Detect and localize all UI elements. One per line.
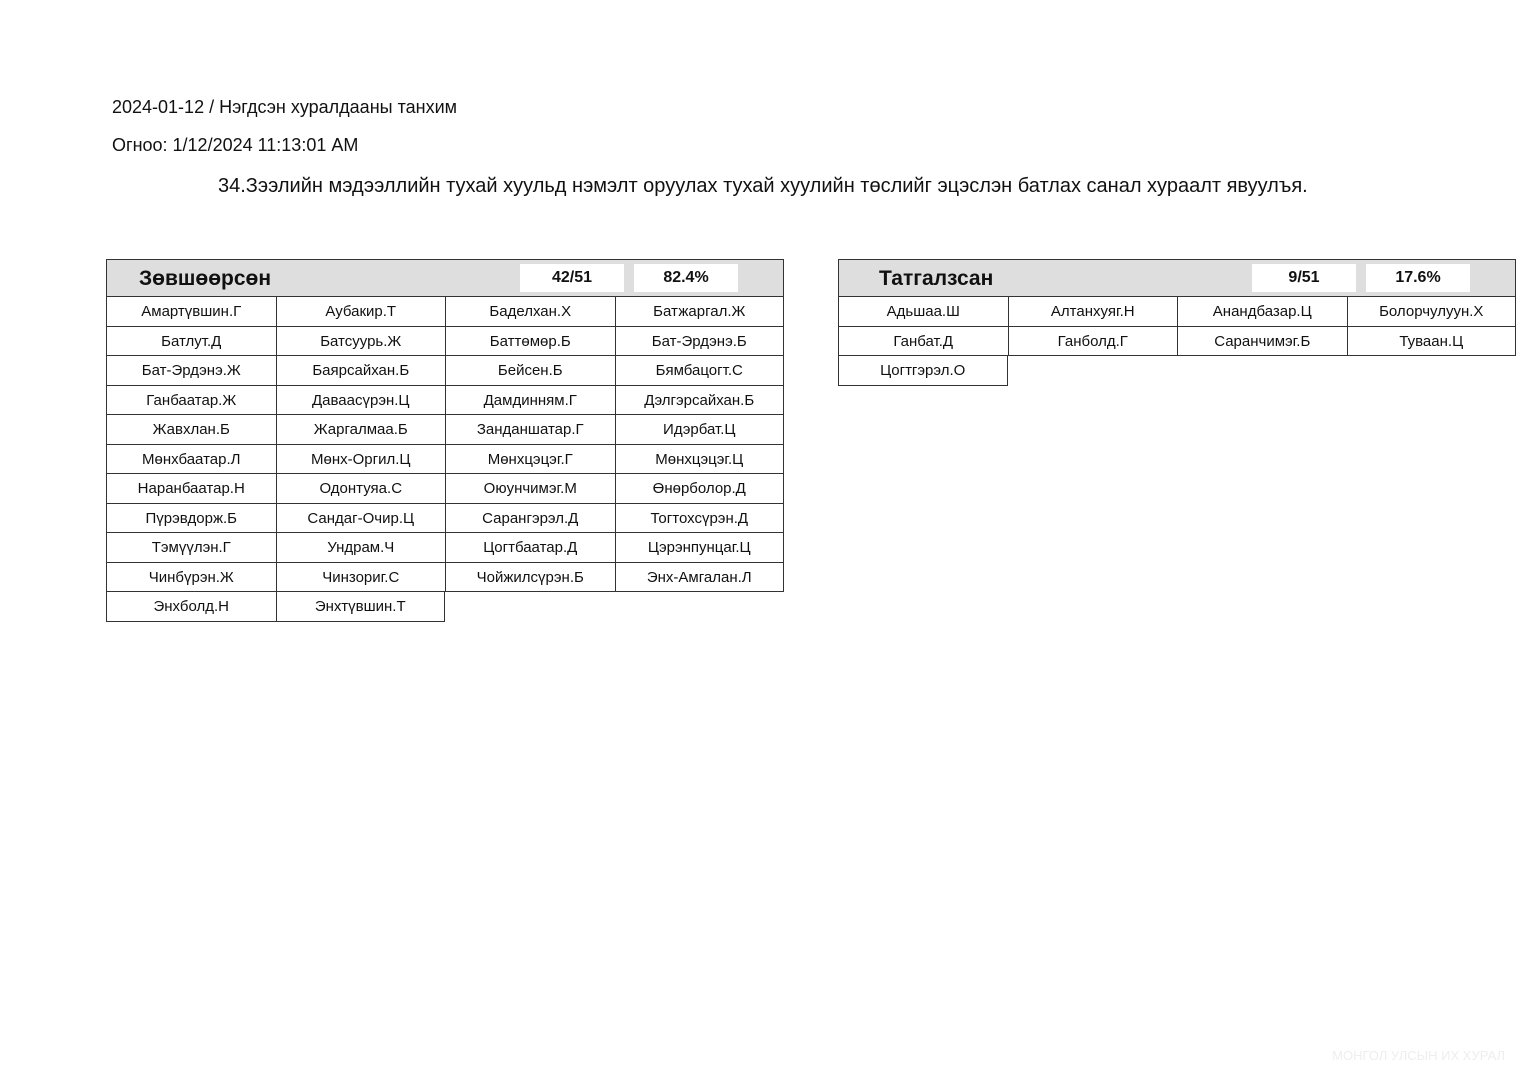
member-name-cell: Дамдинням.Г [445,386,615,416]
member-name-cell: Баделхан.Х [445,297,615,327]
member-name-cell: Энхболд.Н [106,592,276,622]
session-title: 2024-01-12 / Нэгдсэн хуралдааны танхим [112,97,457,117]
member-name-cell: Өнөрболор.Д [615,474,785,504]
member-name-cell: Мөнх-Оргил.Ц [276,445,446,475]
member-name-cell: Бат-Эрдэнэ.Б [615,327,785,357]
parliament-watermark: МОНГОЛ УЛСЫН ИХ ХУРАЛ [1332,1048,1505,1063]
member-name-cell: Туваан.Ц [1347,327,1517,357]
member-name-cell: Батсуурь.Ж [276,327,446,357]
member-name-cell: Баярсайхан.Б [276,356,446,386]
rejected-panel [838,259,1516,386]
member-name-cell: Цэрэнпунцаг.Ц [615,533,785,563]
member-name-cell: Бат-Эрдэнэ.Ж [106,356,276,386]
member-name-cell: Батлут.Д [106,327,276,357]
member-name-cell: Болорчулуун.Х [1347,297,1517,327]
member-name-cell: Жаргалмаа.Б [276,415,446,445]
approved-percent: 82.4% [634,264,738,292]
approved-name-grid [106,297,784,622]
rejected-title: Татгалзсан [879,267,994,290]
member-name-cell: Мөнхбаатар.Л [106,445,276,475]
member-name-cell: Дэлгэрсайхан.Б [615,386,785,416]
member-name-cell: Баттөмөр.Б [445,327,615,357]
member-name-cell: Жавхлан.Б [106,415,276,445]
member-name-cell: Адьшаа.Ш [838,297,1008,327]
member-name-cell: Мөнхцэцэг.Ц [615,445,785,475]
member-name-cell: Сандаг-Очир.Ц [276,504,446,534]
rejected-count: 9/51 [1252,264,1356,292]
member-name-cell: Энх-Амгалан.Л [615,563,785,593]
approved-title: Зөвшөөрсөн [139,267,272,290]
approved-panel [106,259,784,622]
member-name-cell: Амартүвшин.Г [106,297,276,327]
member-name-cell: Бейсен.Б [445,356,615,386]
member-name-cell: Пүрэвдорж.Б [106,504,276,534]
member-name-cell: Оюунчимэг.М [445,474,615,504]
member-name-cell: Аубакир.Т [276,297,446,327]
member-name-cell: Наранбаатар.Н [106,474,276,504]
motion-text: 34.Зээлийн мэдээллийн тухай хуульд нэмэлт оруулах тухай хуулийн төслийг эцэслэн батлах санал хураалт явуулъя. [218,175,1308,197]
rejected-header [838,259,1516,297]
member-name-cell: Чойжилсүрэн.Б [445,563,615,593]
member-name-cell: Сарангэрэл.Д [445,504,615,534]
member-name-cell: Чинбүрэн.Ж [106,563,276,593]
member-name-cell: Даваасүрэн.Ц [276,386,446,416]
member-name-cell: Ундрам.Ч [276,533,446,563]
member-name-cell: Мөнхцэцэг.Г [445,445,615,475]
member-name-cell: Батжаргал.Ж [615,297,785,327]
member-name-cell: Тогтохсүрэн.Д [615,504,785,534]
member-name-cell: Ганбат.Д [838,327,1008,357]
member-name-cell: Чинзориг.С [276,563,446,593]
member-name-cell: Занданшатар.Г [445,415,615,445]
member-name-cell: Ганболд.Г [1008,327,1178,357]
vote-date: Огноо: 1/12/2024 11:13:01 AM [112,135,359,155]
member-name-cell: Ганбаатар.Ж [106,386,276,416]
member-name-cell: Цогтгэрэл.О [838,356,1008,386]
member-name-cell: Саранчимэг.Б [1177,327,1347,357]
rejected-name-grid [838,297,1516,386]
approved-count: 42/51 [520,264,624,292]
member-name-cell: Тэмүүлэн.Г [106,533,276,563]
rejected-percent: 17.6% [1366,264,1470,292]
member-name-cell: Одонтуяа.С [276,474,446,504]
member-name-cell: Цогтбаатар.Д [445,533,615,563]
member-name-cell: Энхтүвшин.Т [276,592,446,622]
member-name-cell: Алтанхуяг.Н [1008,297,1178,327]
member-name-cell: Анандбазар.Ц [1177,297,1347,327]
member-name-cell: Идэрбат.Ц [615,415,785,445]
approved-header [106,259,784,297]
member-name-cell: Бямбацогт.С [615,356,785,386]
